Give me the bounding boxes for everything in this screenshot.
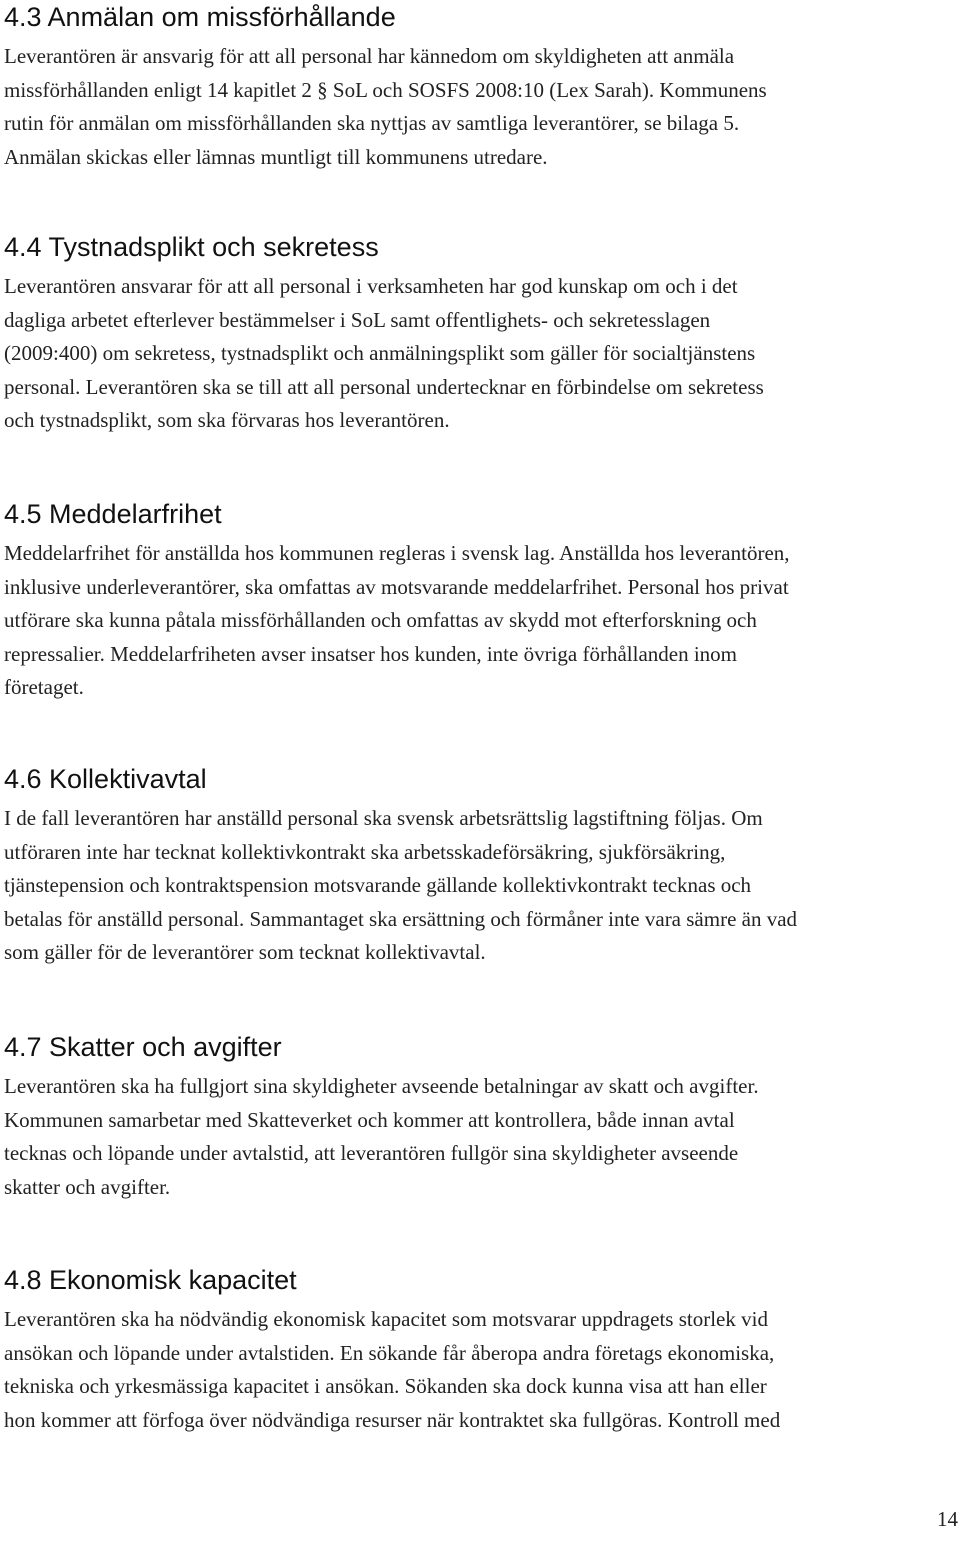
body-line: tekniska och yrkesmässiga kapacitet i ansökan. Sökanden ska dock kunna visa att han eller [4,1374,767,1399]
body-line: tjänstepension och kontraktspension motsvarande gällande kollektivkontrakt tecknas och [4,873,752,898]
section-body [4,802,956,970]
section-4-6 [4,762,956,970]
body-line: repressalier. Meddelarfriheten avser insatser hos kunden, inte övriga förhållanden inom [4,641,738,666]
section-heading: 4.5 Meddelarfrihet [4,499,222,529]
section-body [4,40,956,174]
body-line: rutin för anmälan om missförhållanden ska nyttjas av samtliga leverantörer, se bilaga 5. [4,111,740,136]
body-line: missförhållanden enligt 14 kapitlet 2 § SoL och SOSFS 2008:10 (Lex Sarah). Kommunens [4,77,767,102]
body-line: I de fall leverantören har anställd personal ska svensk arbetsrättslig lagstiftning följas. Om [4,806,763,830]
section-heading: 4.7 Skatter och avgifter [4,1032,282,1062]
body-line: Meddelarfrihet för anställda hos kommunen regleras i svensk lag. Anställda hos leverantören, [4,541,790,565]
section-4-3 [4,0,956,174]
body-line: utföraren inte har tecknat kollektivkontrakt ska arbetsskadeförsäkring, sjukförsäkring, [4,839,726,864]
body-line: ansökan och löpande under avtalstiden. En sökande får åberopa andra företags ekonomiska, [4,1340,775,1365]
body-line: skatter och avgifter. [4,1174,171,1199]
section-4-7 [4,1030,956,1204]
body-line: inklusive underleverantörer, ska omfattas av motsvarande meddelarfrihet. Personal hos privat [4,574,789,599]
body-line: betalas för anställd personal. Sammantaget ska ersättning och förmåner inte vara sämre än vad [4,906,798,931]
body-line: Leverantören ansvarar för att all personal i verksamheten har god kunskap om och i det [4,274,738,298]
page-number: 14 [937,1507,958,1531]
body-line: som gäller för de leverantörer som tecknat kollektivavtal. [4,940,486,965]
section-heading: 4.4 Tystnadsplikt och sekretess [4,232,379,262]
section-body [4,1303,956,1437]
body-line: personal. Leverantören ska se till att all personal undertecknar en förbindelse om sekretess [4,374,764,399]
section-4-8 [4,1263,956,1437]
body-line: Kommunen samarbetar med Skatteverket och kommer att kontrollera, både innan avtal [4,1107,735,1132]
body-line: dagliga arbetet efterlever bestämmelser i SoL samt offentlighets- och sekretesslagen [4,307,711,332]
body-line: och tystnadsplikt, som ska förvaras hos leverantören. [4,408,450,433]
body-line: företaget. [4,675,84,700]
section-heading: 4.3 Anmälan om missförhållande [4,2,396,32]
section-body [4,270,956,438]
section-4-5 [4,497,956,705]
body-line: (2009:400) om sekretess, tystnadsplikt och anmälningsplikt som gäller för socialtjänstens [4,341,756,366]
section-4-4 [4,230,956,438]
section-body [4,537,956,705]
body-line: Leverantören ska ha nödvändig ekonomisk kapacitet som motsvarar uppdragets storlek vid [4,1307,768,1331]
body-line: Leverantören är ansvarig för att all personal har kännedom om skyldigheten att anmäla [4,44,735,68]
section-heading: 4.8 Ekonomisk kapacitet [4,1265,297,1295]
body-line: utförare ska kunna påtala missförhållanden och omfattas av skydd mot efterforskning och [4,608,757,633]
section-heading: 4.6 Kollektivavtal [4,764,207,794]
body-line: Anmälan skickas eller lämnas muntligt till kommunens utredare. [4,144,548,169]
section-body [4,1070,956,1204]
body-line: tecknas och löpande under avtalstid, att leverantören fullgör sina skyldigheter avseende [4,1141,739,1166]
body-line: hon kommer att förfoga över nödvändiga resurser när kontraktet ska fullgöras. Kontroll med [4,1407,781,1432]
body-line: Leverantören ska ha fullgjort sina skyldigheter avseende betalningar av skatt och avgifter. [4,1074,759,1098]
